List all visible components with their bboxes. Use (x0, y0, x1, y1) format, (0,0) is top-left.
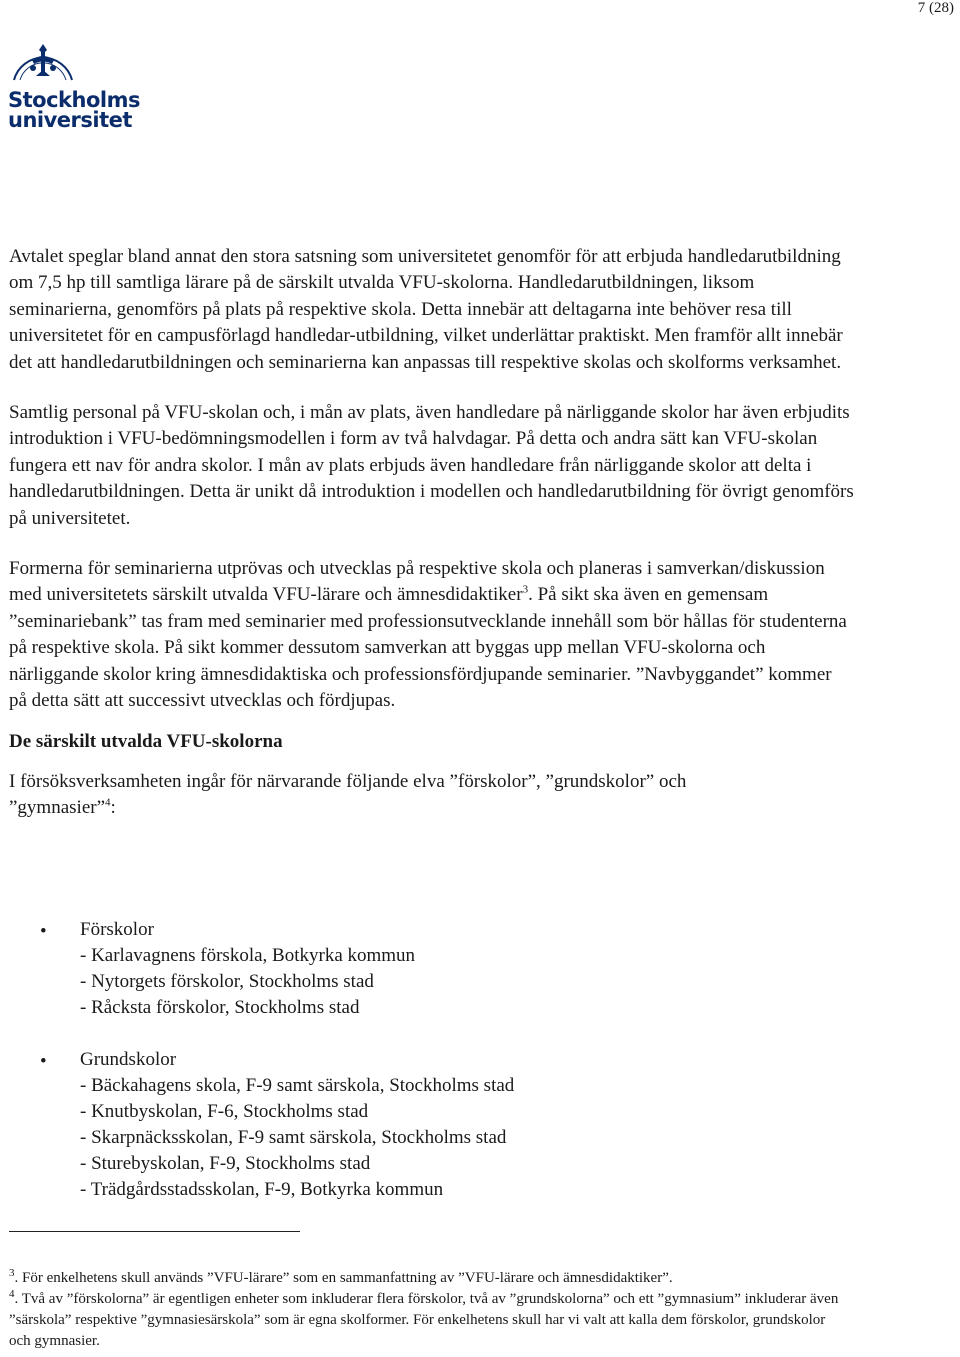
footnote (9, 1289, 839, 1352)
list-group-forskolor (9, 917, 809, 1021)
logo-wordmark (8, 88, 140, 132)
footnote-ref: 3 (522, 584, 529, 597)
bullet-icon: • (40, 1051, 47, 1072)
paragraph-text: : (110, 796, 116, 818)
logo-line-1: Stockholms (8, 88, 140, 112)
paragraph: Samtlig personal på VFU-skolan och, i mån av plats, även handledare på närliggande skolor har även erbjudits introduktion i VFU-bedömningsmodellen i form av två halvdagar. På detta och andra sätt kan VFU-skolan fungera ett nav för andra skolor. I mån av plats erbjuds även handledare från närliggande skolor att delta i handledarutbildningen. Detta är unikt då introduktion i modellen och handledarutbildning för övrigt genomförs på universitetet. (9, 402, 854, 529)
footnote-divider (9, 1231, 300, 1232)
paragraph-text: . På sikt ska även en gemensam ”seminariebank” tas fram med seminarier med professionsutvecklande innehåll som bör hållas för studenterna på respektive skola. På sikt kommer dessutom samverkan att byggas upp mellan VFU-skolorna och närliggande skolor kring ämnesdidaktiska och professionsfördjupande seminarier. ”Navbyggandet” kommer på detta sätt att successivt utvecklas och fördjupas. (9, 584, 847, 712)
university-logo (8, 30, 140, 132)
intro-paragraph (9, 769, 769, 822)
paragraph: Avtalet speglar bland annat den stora satsning som universitetet genomför för att erbjuda handledarutbildning om 7,5 hp till samtliga lärare på de särskilt utvalda VFU-skolorna. Handledarutbildningen, liksom seminarierna, genomförs på plats på respektive skola. Detta innebär att deltagarna inte behöver resa till universitetet för en campusförlagd handledar-utbildning, vilket underlättar praktiskt. Men framför allt innebär det att handledarutbildningen och seminarierna kan anpassas till respektive skolas och skolforms verksamhet. (9, 246, 843, 373)
bullet-icon: • (40, 921, 47, 942)
footnote (9, 1268, 839, 1289)
list-item: - Nytorgets förskolor, Stockholms stad (80, 971, 374, 992)
paragraph (9, 556, 854, 714)
list-item: - Skarpnäcksskolan, F-9 samt särskola, Stockholms stad (80, 1127, 507, 1148)
paragraph-text: Formerna för seminarierna utprövas och utvecklas på respektive skola och planeras i samverkan/diskussion med universitetets särskilt utvalda VFU-lärare och ämnesdidaktiker (9, 558, 825, 606)
section-heading: De särskilt utvalda VFU-skolorna (9, 730, 283, 752)
logo-line-2: universitet (8, 108, 132, 132)
school-lists (9, 917, 809, 1229)
list-item: - Knutbyskolan, F-6, Stockholms stad (80, 1101, 369, 1122)
footnotes (9, 1268, 839, 1352)
list-title: Förskolor (80, 919, 154, 940)
footnote-number: 3 (9, 1267, 15, 1279)
list-item: - Karlavagnens förskola, Botkyrka kommun (80, 945, 416, 966)
footnote-text: . För enkelhetens skull används ”VFU-lärare” som en sammanfattning av ”VFU-lärare och ämnesdidaktiker”. (14, 1270, 673, 1286)
university-seal-icon (8, 30, 78, 90)
list-item: - Trädgårdsstadsskolan, F-9, Botkyrka kommun (80, 1179, 444, 1200)
list-title: Grundskolor (80, 1049, 177, 1070)
main-body (9, 244, 854, 845)
footnote-ref: 4 (105, 796, 111, 809)
list-group-grundskolor (9, 1047, 809, 1203)
footnote-number: 4 (9, 1288, 15, 1300)
footnote-text: . Två av ”förskolorna” är egentligen enheter som inkluderar flera förskolor, två av ”grundskolorna” och ett ”gymnasium” inkluderar även ”särskola” respektive ”gymnasiesärskola” som är egna skolformer. För enkelhetens skull har vi valt att kalla dem förskolor, grundskolor och gymnasier. (9, 1291, 839, 1349)
paragraph-text: I försöksverksamheten ingår för närvarande följande elva ”förskolor”, ”grundskolor” och ”gymnasier” (9, 770, 687, 818)
page-number: 7 (28) (917, 0, 954, 16)
list-item: - Bäckahagens skola, F-9 samt särskola, Stockholms stad (80, 1075, 515, 1096)
list-item: - Råcksta förskolor, Stockholms stad (80, 997, 360, 1018)
list-item: - Sturebyskolan, F-9, Stockholms stad (80, 1153, 371, 1174)
